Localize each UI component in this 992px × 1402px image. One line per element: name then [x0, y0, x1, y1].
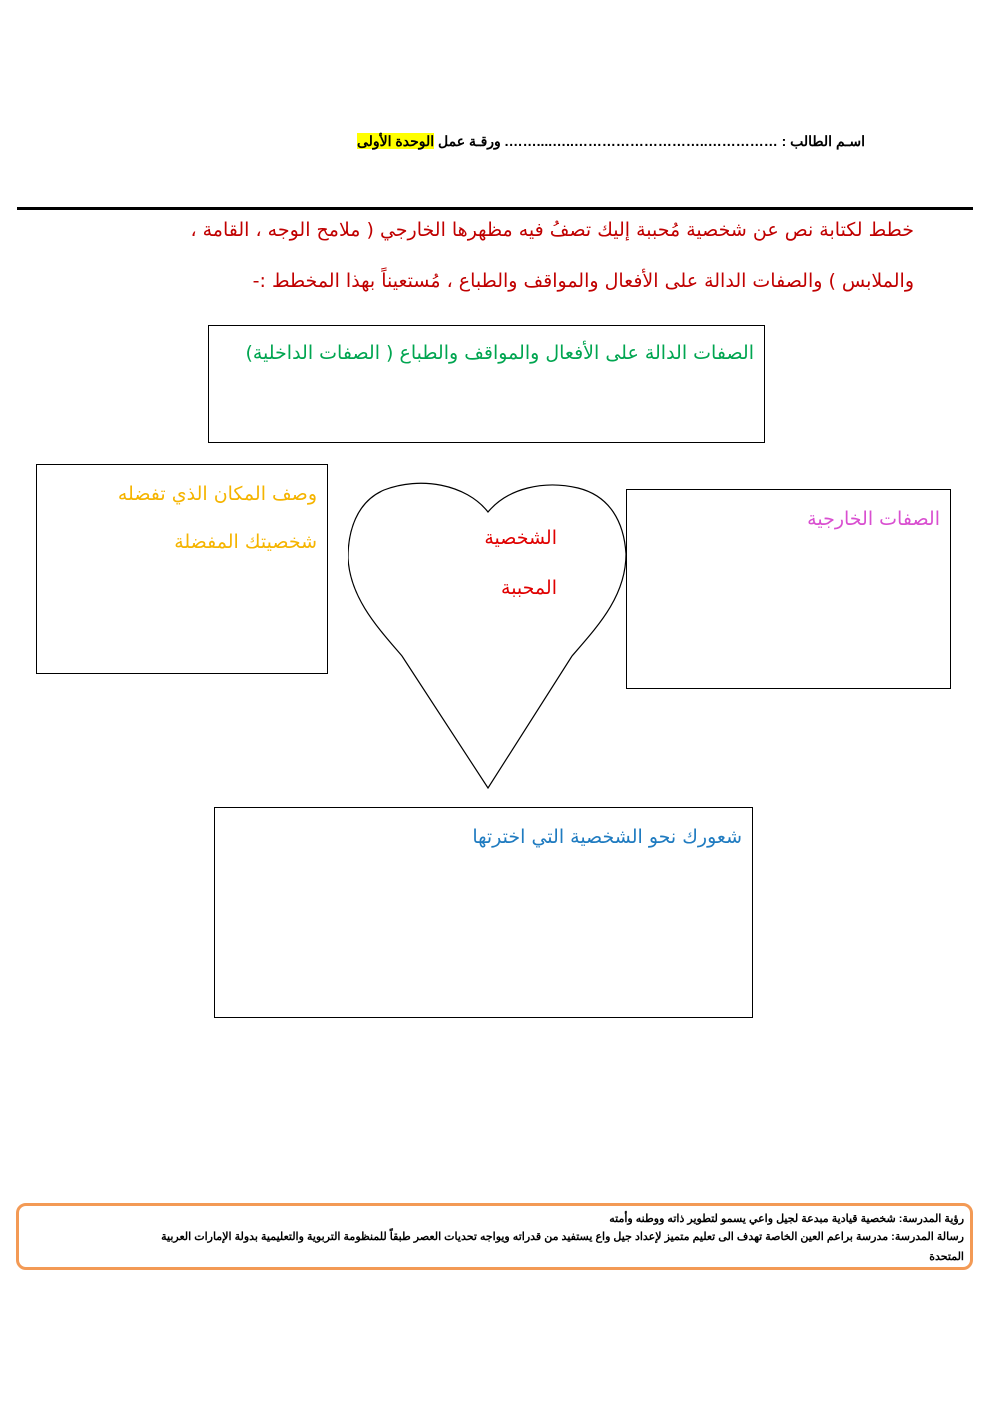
outer-traits-box[interactable]	[626, 489, 951, 689]
unit-highlight: الوحدة الأولى	[356, 133, 435, 149]
header-divider	[17, 207, 973, 210]
student-name-label: اسـم الطالب :	[777, 133, 865, 149]
favorite-place-label-1: وصف المكان الذي تفضله	[117, 483, 317, 505]
favorite-place-label-2: شخصيتك المفضلة	[174, 531, 317, 553]
inner-traits-label: الصفات الدالة على الأفعال والمواقف والطباع ( الصفات الداخلية)	[245, 342, 754, 364]
feelings-label: شعورك نحو الشخصية التي اخترتها	[472, 826, 742, 848]
school-mission: رسالة المدرسة: مدرسة براعم العين الخاصة تهدف الى تعليم متميز لإعداد جيل واع يستفيد من قدراته ويواجه تحديات العصر طبقاً للمنظومة التربوية والتعليمية بدولة الإمارات العربية	[161, 1231, 964, 1243]
feelings-box[interactable]	[214, 807, 753, 1018]
instruction-line-2: والملابس ) والصفات الدالة على الأفعال والمواقف والطباع ، مُستعيناً بهذا المخطط :-	[252, 270, 914, 292]
name-dots: ……………..………………………..…....…….	[500, 133, 778, 149]
heart-label-2: المحببة	[501, 577, 557, 599]
heart-label-1: الشخصية	[484, 527, 557, 549]
outer-traits-label: الصفات الخارجية	[807, 508, 940, 530]
school-mission-continued: المتحدة	[929, 1251, 964, 1263]
school-footer	[16, 1203, 973, 1270]
worksheet-label: ورقـة عمل	[434, 133, 501, 149]
inner-traits-box[interactable]	[208, 325, 765, 443]
school-vision: رؤية المدرسة: شخصية قيادية مبدعة لجيل واعي يسمو لتطوير ذاته ووطنه وأمته	[609, 1213, 964, 1225]
instruction-line-1: خطط لكتابة نص عن شخصية مُحببة إليك تصفُ فيه مظهرها الخارجي ( ملامح الوجه ، القامة ،	[190, 219, 914, 241]
favorite-place-box[interactable]	[36, 464, 328, 674]
worksheet-header	[240, 133, 865, 153]
